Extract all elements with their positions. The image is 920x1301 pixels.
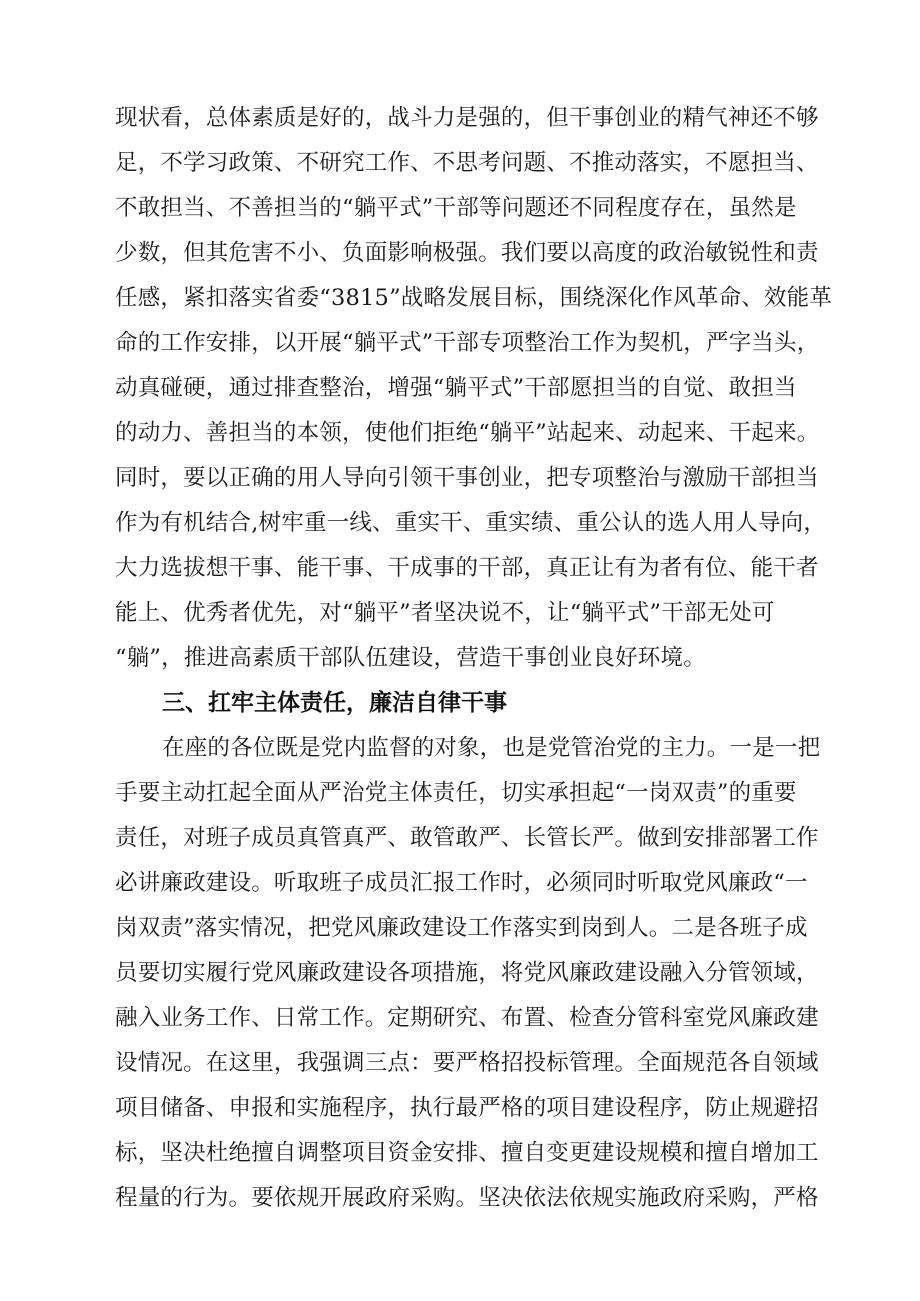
paragraph-line: 能上、优秀者优先，对“躺平”者坚决说不，让“躺平式”干部无处可 [115, 600, 775, 626]
paragraph-line: 程量的行为。要依规开展政府采购。坚决依法依规实施政府采购，严格 [115, 1185, 819, 1211]
paragraph-line: 项目储备、申报和实施程序，执行最严格的项目建设程序，防止规避招 [115, 1095, 819, 1121]
paragraph-line: 作为有机结合,树牢重一线、重实干、重实绩、重公认的选人用人导向， [115, 510, 827, 536]
paragraph-line: 责任，对班子成员真管真严、敢管敢严、长管长严。做到安排部署工作 [115, 825, 819, 851]
paragraph-line: 命的工作安排，以开展“躺平式”干部专项整治工作为契机，严字当头， [115, 330, 820, 356]
paragraph-line: 必讲廉政建设。听取班子成员汇报工作时，必须同时听取党风廉政“一 [115, 870, 808, 896]
section-heading: 三、扛牢主体责任，廉洁自律干事 [162, 690, 507, 716]
paragraph-line: 动真碰硬，通过排查整治，增强“躺平式”干部愿担当的自觉、敢担当 [115, 375, 797, 401]
paragraph-line: 同时，要以正确的用人导向引领干事创业，把专项整治与激励干部担当 [115, 465, 819, 491]
paragraph-line: 现状看，总体素质是好的，战斗力是强的，但干事创业的精气神还不够 [115, 105, 819, 131]
paragraph-line: 岗双责”落实情况，把党风廉政建设工作落实到岗到人。二是各班子成 [115, 915, 808, 941]
paragraph-line: 不敢担当、不善担当的“躺平式”干部等问题还不同程度存在，虽然是 [115, 195, 797, 221]
paragraph-line: 少数，但其危害不小、负面影响极强。我们要以高度的政治敏锐性和责 [115, 240, 819, 266]
paragraph-line: 在座的各位既是党内监督的对象，也是党管治党的主力。一是一把 [162, 735, 821, 761]
paragraph-line: 设情况。在这里，我强调三点：要严格招投标管理。全面规范各自领域 [115, 1050, 819, 1076]
paragraph-line: 员要切实履行党风廉政建设各项措施，将党风廉政建设融入分管领域， [115, 960, 819, 986]
paragraph-line: 大力选拔想干事、能干事、干成事的干部，真正让有为者有位、能干者 [115, 555, 819, 581]
paragraph-line: 标，坚决杜绝擅自调整项目资金安排、擅自变更建设规模和擅自增加工 [115, 1140, 819, 1166]
paragraph-line: 手要主动扛起全面从严治党主体责任，切实承担起“一岗双责”的重要 [115, 780, 797, 806]
paragraph-line: 足，不学习政策、不研究工作、不思考问题、不推动落实，不愿担当、 [115, 150, 819, 176]
paragraph-line: 的动力、善担当的本领，使他们拒绝“躺平”站起来、动起来、干起来。 [115, 420, 820, 446]
paragraph-line: 任感，紧扣落实省委“3815”战略发展目标，围绕深化作风革命、效能革 [115, 285, 833, 311]
paragraph-line: 融入业务工作、日常工作。定期研究、布置、检查分管科室党风廉政建 [115, 1005, 819, 1031]
paragraph-line: “躺”，推进高素质干部队伍建设，营造干事创业良好环境。 [115, 645, 706, 671]
